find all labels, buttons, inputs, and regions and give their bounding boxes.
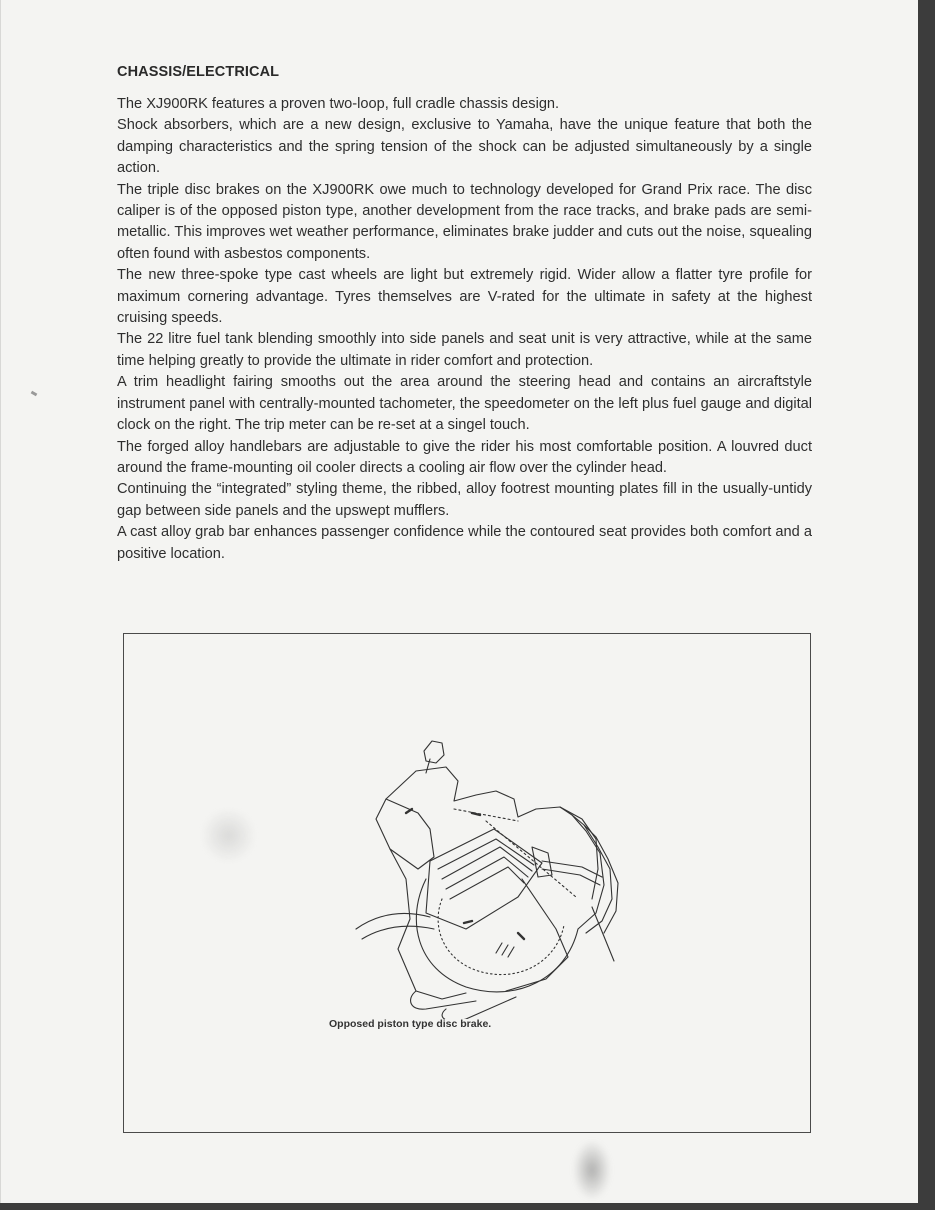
scan-mark: [31, 391, 38, 397]
scan-border-right: [918, 0, 935, 1210]
scan-smudge: [573, 1140, 611, 1200]
paragraph: The forged alloy handlebars are adjustable to give the rider his most comfortable position. A louvred duct around the frame-mounting oil cooler directs a cooling air flow over the cylinder head.: [117, 438, 812, 476]
scan-border-bottom: [0, 1203, 935, 1210]
paragraph: Continuing the “integrated” styling theme, the ribbed, alloy footrest mounting plates fill in the usually-untidy gap between side panels and the upswept mufflers.: [117, 481, 812, 519]
paragraph: A cast alloy grab bar enhances passenger confidence while the contoured seat provides both comfort and a positive location.: [117, 524, 812, 562]
paragraph: The new three-spoke type cast wheels are light but extremely rigid. Wider allow a flatter tyre profile for maximum cornering advantage. Tyres themselves are V-rated for the ultimate in safety at the highest cruising speeds.: [117, 267, 812, 327]
paragraph: The triple disc brakes on the XJ900RK owe much to technology developed for Grand Prix race. The disc caliper is of the opposed piston type, another development from the race tracks, and brake pads are semi-metallic. This improves wet weather performance, eliminates brake judder and cuts out the noise, squealing often found with asbestos components.: [117, 181, 812, 262]
paragraph: The 22 litre fuel tank blending smoothly into side panels and seat unit is very attractive, while at the same time helping greatly to provide the ultimate in rider comfort and protection.: [117, 331, 812, 369]
disc-brake-caliper-illustration: [346, 729, 626, 1019]
figure-frame: [123, 633, 811, 1133]
paragraph: A trim headlight fairing smooths out the area around the steering head and contains an aircraftstyle instrument panel with centrally-mounted tachometer, the speedometer on the left plus fuel gauge and digital clock on the right. The trip meter can be re-set at a singel touch.: [117, 374, 812, 434]
figure-caption: Opposed piston type disc brake.: [329, 1018, 492, 1030]
section-heading: CHASSIS/ELECTRICAL: [117, 64, 280, 80]
body-text: [117, 94, 812, 565]
paragraph: The XJ900RK features a proven two-loop, full cradle chassis design.: [117, 96, 560, 112]
paragraph: Shock absorbers, which are a new design, exclusive to Yamaha, have the unique feature that both the damping characteristics and the spring tension of the shock can be adjusted simultaneously by a single action.: [117, 117, 812, 177]
